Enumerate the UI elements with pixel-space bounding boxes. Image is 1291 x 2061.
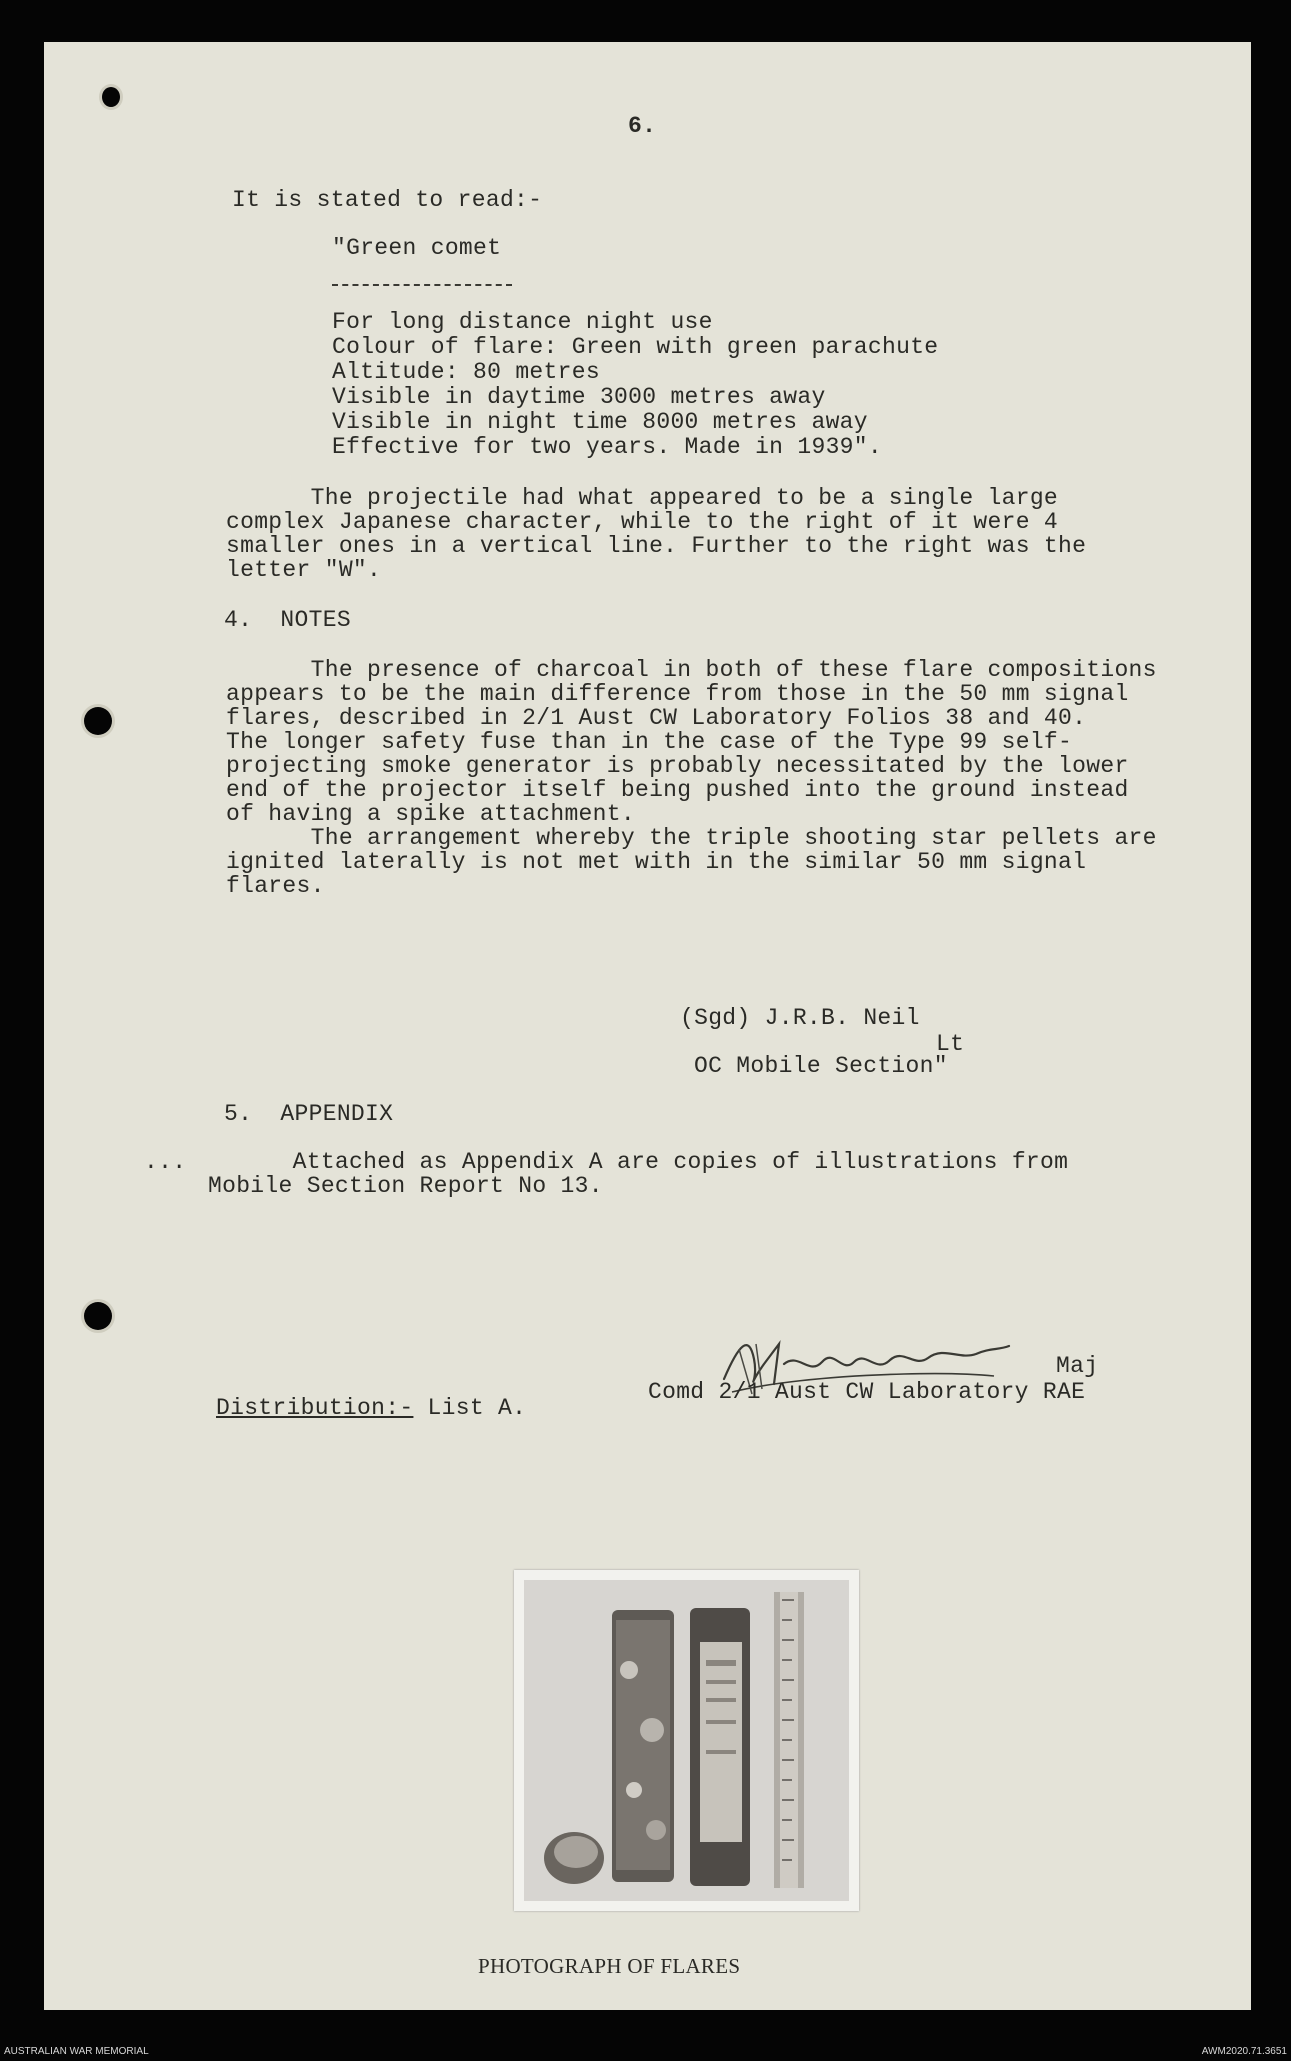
distribution-label: Distribution:- <box>216 1395 414 1421</box>
paragraph-line: end of the projector itself being pushed into the ground instead <box>226 777 1129 803</box>
paragraph-line: of having a spike attachment. <box>226 801 635 827</box>
label-line: Altitude: 80 metres <box>332 359 600 385</box>
distribution-value: List A. <box>413 1395 527 1421</box>
paragraph-line: letter "W". <box>226 557 382 583</box>
punch-hole-top <box>102 87 120 107</box>
signatory-unit: OC Mobile Section" <box>694 1053 948 1079</box>
paragraph-line: flares. <box>226 873 325 899</box>
punch-hole-middle <box>84 707 112 735</box>
document-page <box>44 42 1251 2010</box>
archive-credit: AUSTRALIAN WAR MEMORIAL <box>4 2046 149 2057</box>
label-line: For long distance night use <box>332 309 713 335</box>
paragraph-line: flares, described in 2/1 Aust CW Laboratory Folios 38 and 40. <box>226 705 1087 731</box>
paragraph-line: The presence of charcoal in both of these flare compositions <box>226 657 1157 683</box>
signatory-unit: Comd 2/1 Aust CW Laboratory RAE <box>648 1379 1086 1405</box>
punch-hole-bottom <box>84 1302 112 1330</box>
paragraph-line: Attached as Appendix A are copies of illustrations from <box>208 1149 1069 1175</box>
intro-line: It is stated to read:- <box>232 187 543 213</box>
distribution-line <box>216 1396 526 1421</box>
signatory-rank: Lt <box>936 1031 965 1057</box>
archive-reference: AWM2020.71.3651 <box>1201 2046 1287 2057</box>
paragraph-line: Mobile Section Report No 13. <box>208 1173 603 1199</box>
label-title: "Green comet <box>332 235 502 261</box>
paragraph-line: appears to be the main difference from those in the 50 mm signal <box>226 681 1129 707</box>
paragraph-line: The arrangement whereby the triple shooting star pellets are <box>226 825 1157 851</box>
label-line: Visible in daytime 3000 metres away <box>332 384 826 410</box>
paragraph-line: The projectile had what appeared to be a single large <box>226 485 1059 511</box>
label-line: Effective for two years. Made in 1939". <box>332 434 882 460</box>
paragraph-line: smaller ones in a vertical line. Further to the right was the <box>226 533 1087 559</box>
label-line: Colour of flare: Green with green parachute <box>332 334 939 360</box>
paragraph-line: projecting smoke generator is probably necessitated by the lower <box>226 753 1129 779</box>
flare-canisters-image <box>524 1580 849 1901</box>
paragraph-line: The longer safety fuse than in the case of the Type 99 self- <box>226 729 1073 755</box>
photo-caption: PHOTOGRAPH OF FLARES <box>478 1954 741 1978</box>
page-number: 6. <box>628 113 657 139</box>
notes-heading: 4. NOTES <box>224 607 351 633</box>
paragraph-line: complex Japanese character, while to the right of it were 4 <box>226 509 1059 535</box>
title-underline <box>332 284 512 286</box>
signatory-name: (Sgd) J.R.B. Neil <box>680 1005 920 1031</box>
flares-photograph <box>514 1570 859 1911</box>
appendix-heading: 5. APPENDIX <box>224 1101 394 1127</box>
signatory-rank: Maj <box>1056 1353 1099 1379</box>
margin-mark: ... <box>144 1149 187 1175</box>
label-line: Visible in night time 8000 metres away <box>332 409 868 435</box>
paragraph-line: ignited laterally is not met with in the similar 50 mm signal <box>226 849 1087 875</box>
